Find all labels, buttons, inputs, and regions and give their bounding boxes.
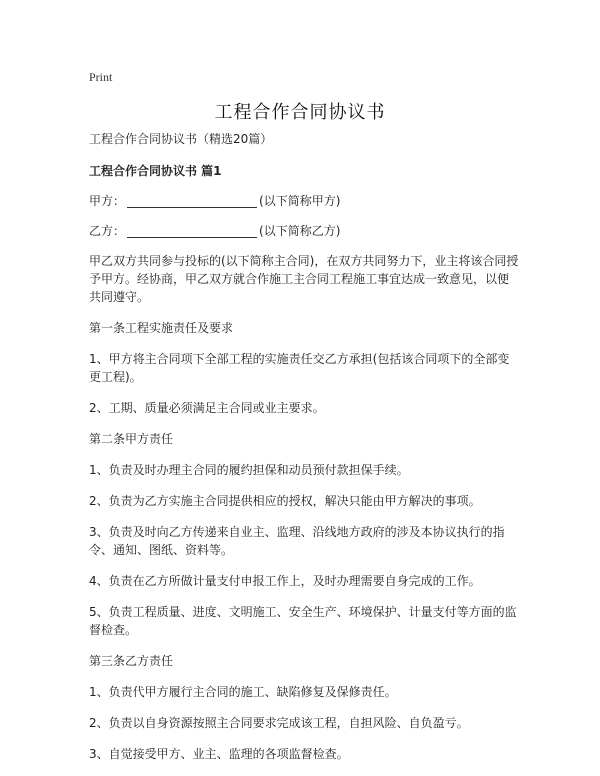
article-2-heading: 第二条甲方责任 — [89, 432, 174, 446]
document-body — [89, 130, 519, 776]
article-3-item-3: 3、自觉接受甲方、业主、监理的各项监督检查。 — [89, 747, 349, 761]
print-link[interactable]: Print — [89, 70, 113, 84]
article-1-heading: 第一条工程实施责任及要求 — [89, 321, 234, 335]
party-b-line — [89, 222, 519, 240]
document-title: 工程合作合同协议书 — [214, 102, 386, 123]
article-1-item-1: 1、甲方将主合同项下全部工程的实施责任交乙方承担(包括该合同项下的全部变更工程)。 — [89, 352, 510, 384]
article-2-item-5: 5、负责工程质量、进度、文明施工、安全生产、环境保护、计量支付等方面的监督检查。 — [89, 605, 517, 637]
party-b-label: 乙方： — [89, 224, 126, 238]
party-b-suffix: (以下简称乙方) — [259, 224, 341, 238]
document-subtitle: 工程合作合同协议书（精选20篇） — [89, 132, 273, 146]
article-1-item-2: 2、工期、质量必须满足主合同或业主要求。 — [89, 401, 325, 415]
party-a-line — [89, 192, 519, 210]
article-3-item-2: 2、负责以自身资源按照主合同要求完成该工程，自担风险、自负盈亏。 — [89, 716, 469, 730]
party-a-blank — [127, 195, 257, 208]
party-a-suffix: (以下简称甲方) — [259, 194, 341, 208]
party-b-blank — [127, 225, 257, 238]
article-2-item-1: 1、负责及时办理主合同的履约担保和动员预付款担保手续。 — [89, 463, 409, 477]
article-3-item-1: 1、负责代甲方履行主合同的施工、缺陷修复及保修责任。 — [89, 685, 397, 699]
intro-paragraph: 甲乙双方共同参与投标的(以下简称主合同)，在双方共同努力下，业主将该合同授予甲方。经协商，甲乙双方就合作施工主合同工程施工事宜达成一致意见，以便共同遵守。 — [89, 254, 519, 304]
article-2-item-3: 3、负责及时向乙方传递来自业主、监理、沿线地方政府的涉及本协议执行的指令、通知、图纸、资料等。 — [89, 525, 505, 557]
party-a-label: 甲方： — [89, 194, 126, 208]
article-2-item-4: 4、负责在乙方所做计量支付申报工作上，及时办理需要自身完成的工作。 — [89, 574, 481, 588]
article-2-item-2: 2、负责为乙方实施主合同提供相应的授权，解决只能由甲方解决的事项。 — [89, 494, 481, 508]
article-3-heading: 第三条乙方责任 — [89, 654, 174, 668]
section-heading: 工程合作合同协议书 篇1 — [89, 164, 222, 178]
